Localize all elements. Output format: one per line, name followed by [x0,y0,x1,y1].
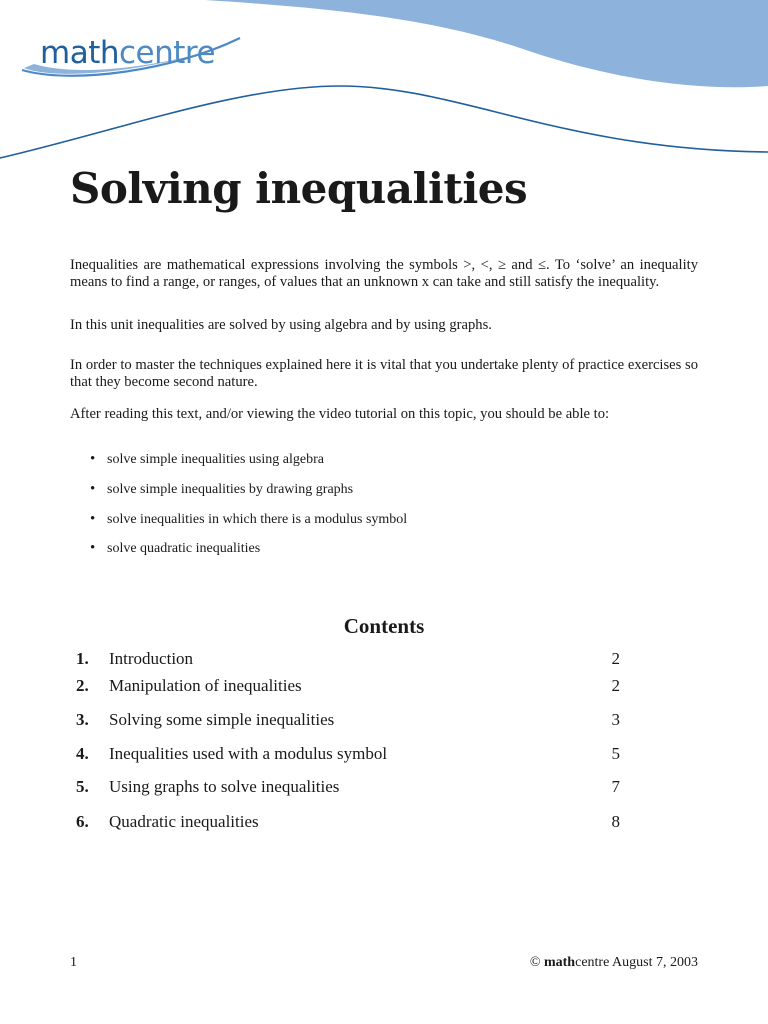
toc-entry-graphs[interactable] [76,777,620,799]
logo-text-math: math [40,35,119,71]
toc-page-number: 2 [611,676,620,695]
footer-date: August 7, 2003 [612,955,698,970]
toc-label: Solving some simple inequalities [109,710,335,729]
list-item: • solve quadratic inequalities [90,541,407,571]
list-item: • solve simple inequalities by drawing graphs [90,482,407,512]
toc-entry-quadratic[interactable] [76,812,620,834]
header-wave-fill [205,0,768,87]
toc-label: Introduction [109,649,194,668]
toc-page-number: 7 [611,777,620,796]
unit-method-paragraph: In this unit inequalities are solved by using algebra and by using graphs. [70,317,492,333]
list-item: • solve inequalities in which there is a modulus symbol [90,512,407,542]
toc-label: Inequalities used with a modulus symbol [109,744,388,763]
footer-page-number: 1 [70,955,77,970]
toc-number: 1. [76,649,89,668]
logo-text-centre: centre [119,35,216,71]
toc-number: 2. [76,676,89,695]
toc-number: 3. [76,710,89,729]
practice-paragraph: In order to master the techniques explained here it is vital that you undertake plenty of practice exercises so that they become second nature. [70,357,698,391]
page-title: Solving inequalities [70,164,528,213]
toc-entry-simple-inequalities[interactable] [76,710,620,732]
footer-copyright [530,955,698,971]
toc-page-number: 8 [611,812,620,831]
list-item: • solve simple inequalities using algebra [90,452,407,482]
toc-number: 6. [76,812,89,831]
header-wave-graphic [0,0,768,170]
mathcentre-logo [40,35,216,71]
objectives-intro-paragraph: After reading this text, and/or viewing the video tutorial on this topic, you should be able to: [70,406,610,422]
toc-label: Quadratic inequalities [109,812,259,831]
toc-label: Using graphs to solve inequalities [109,777,340,796]
contents-heading: Contents [343,614,425,638]
toc-number: 5. [76,777,89,796]
toc-number: 4. [76,744,89,763]
toc-entry-introduction[interactable] [76,649,620,671]
toc-page-number: 2 [611,649,620,668]
toc-entry-manipulation[interactable] [76,676,620,698]
toc-entry-modulus[interactable] [76,744,620,766]
objectives-list [90,452,407,571]
intro-paragraph: Inequalities are mathematical expressions involving the symbols >, <, ≥ and ≤. To ‘solve’ an inequality means to find a range, or ranges, of values that an unknown x can take and still satisfy the inequality. [70,257,698,291]
footer-brand-rest: centre [575,955,610,970]
toc-page-number: 5 [611,744,620,763]
toc-page-number: 3 [611,710,620,729]
copyright-icon: © [529,955,541,970]
header-wave-line [0,86,768,158]
footer-brand-bold: math [543,955,576,970]
toc-label: Manipulation of inequalities [109,676,302,695]
